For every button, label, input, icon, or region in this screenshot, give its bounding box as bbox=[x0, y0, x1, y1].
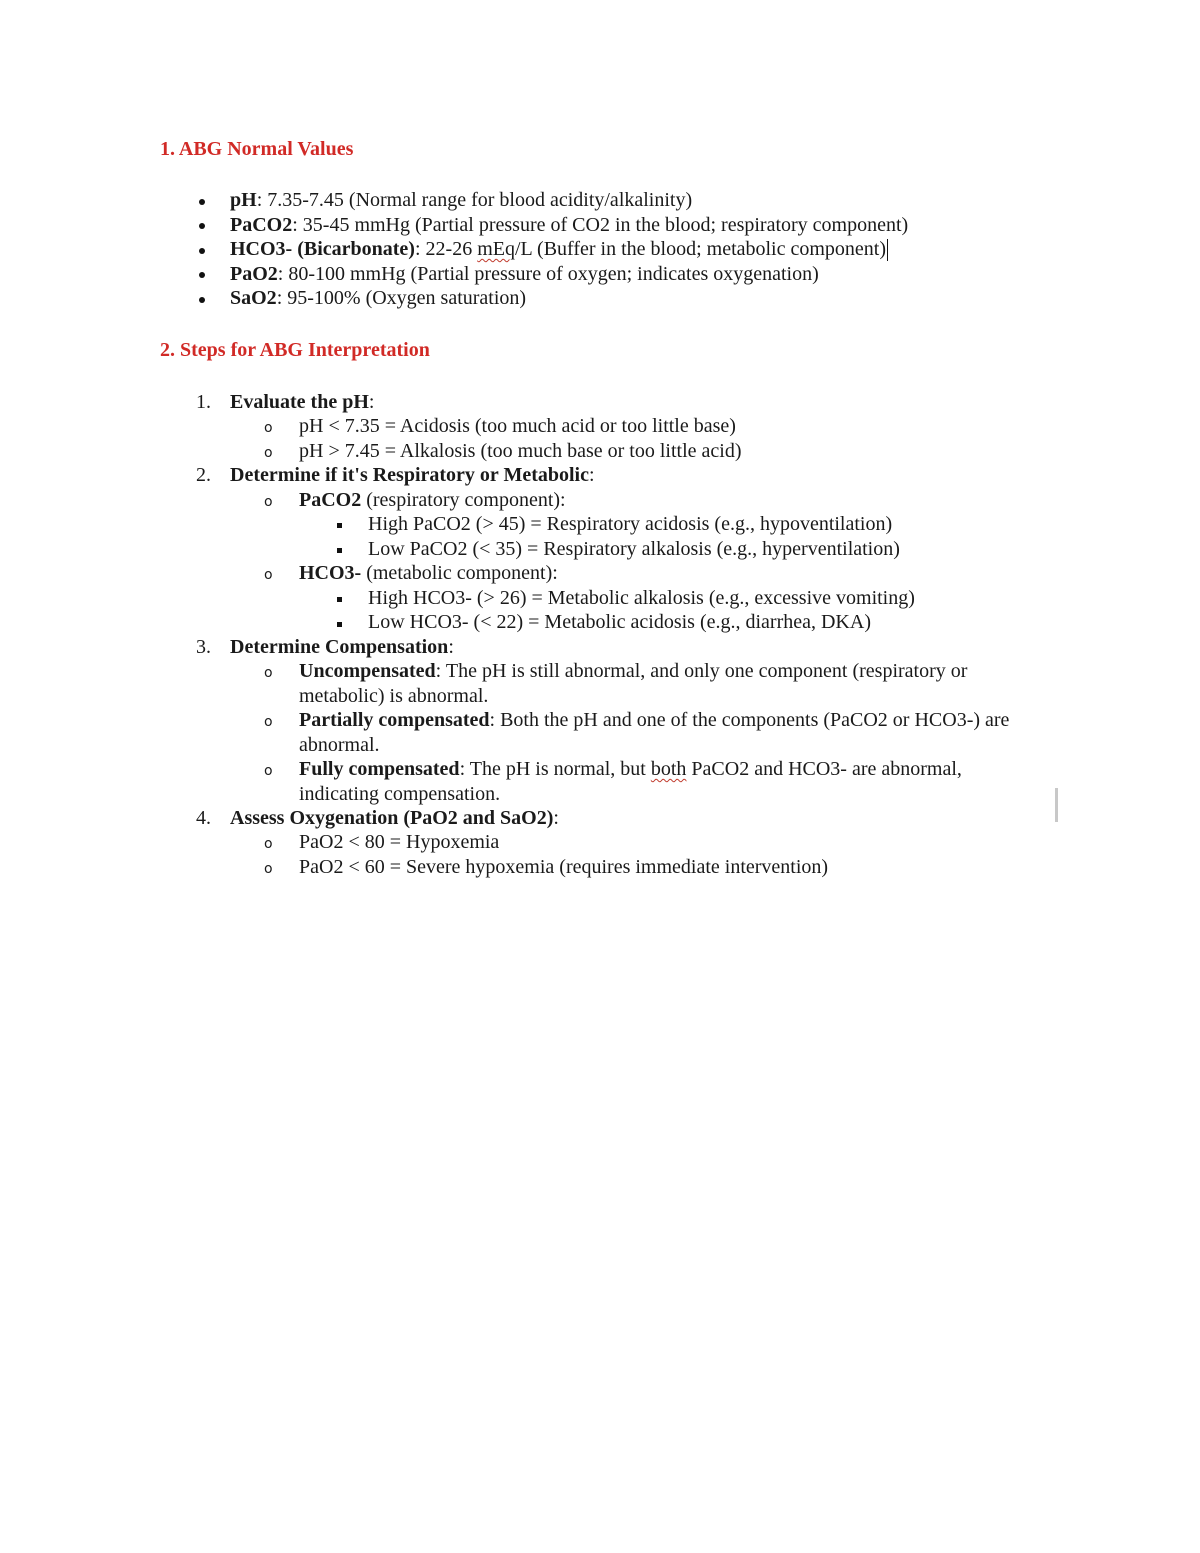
section-heading-normal-values: 1. ABG Normal Values bbox=[160, 138, 354, 160]
step-title-text: Assess Oxygenation (PaO2 and SaO2) bbox=[230, 807, 554, 829]
section-heading-interpretation-steps: 2. Steps for ABG Interpretation bbox=[160, 339, 430, 361]
item-text: 95-100% (Oxygen saturation) bbox=[287, 287, 527, 309]
term: HCO3- (Bicarbonate) bbox=[230, 238, 415, 260]
square-bullet-icon bbox=[337, 612, 342, 636]
step-title-text: Determine Compensation bbox=[230, 636, 449, 658]
step-title-oxygenation bbox=[230, 806, 559, 830]
square-bullet-icon bbox=[337, 513, 342, 537]
item-text: /L (Buffer in the blood; metabolic component) bbox=[515, 238, 887, 260]
circle-bullet-icon: o bbox=[264, 665, 273, 681]
sub-item-uncompensated bbox=[299, 659, 967, 683]
bullet-icon bbox=[199, 263, 205, 287]
circle-bullet-icon: o bbox=[264, 494, 273, 510]
list-item-pao2 bbox=[230, 262, 819, 286]
sub-item-hco3 bbox=[299, 561, 558, 585]
item-text: (respiratory component): bbox=[361, 489, 566, 511]
step-title-compensation bbox=[230, 635, 454, 659]
sub-item-severe-hypoxemia: PaO2 < 60 = Severe hypoxemia (requires immediate intervention) bbox=[299, 856, 829, 878]
sub-item-hypoxemia: PaO2 < 80 = Hypoxemia bbox=[299, 831, 500, 853]
bullet-icon bbox=[199, 214, 205, 238]
separator: : bbox=[292, 214, 303, 236]
list-item-ph bbox=[230, 188, 692, 212]
step-title-text: Evaluate the pH bbox=[230, 391, 369, 413]
step-number: 4. bbox=[196, 807, 211, 829]
item-text: 7.35-7.45 (Normal range for blood acidity/alkalinity) bbox=[267, 189, 693, 211]
sub-item-acidosis: pH < 7.35 = Acidosis (too much acid or too little base) bbox=[299, 415, 736, 437]
colon: : bbox=[448, 636, 454, 658]
sub-item-uncompensated-cont: metabolic) is abnormal. bbox=[299, 685, 489, 707]
circle-bullet-icon: o bbox=[264, 836, 273, 852]
item-text: 35-45 mmHg (Partial pressure of CO2 in the blood; respiratory component) bbox=[302, 214, 909, 236]
sub-sub-item-high-paco2: High PaCO2 (> 45) = Respiratory acidosis (e.g., hypoventilation) bbox=[368, 513, 893, 535]
term: PaCO2 bbox=[230, 214, 293, 236]
circle-bullet-icon: o bbox=[264, 714, 273, 730]
term: Fully compensated bbox=[299, 758, 460, 780]
colon: : bbox=[553, 807, 559, 829]
bullet-icon bbox=[199, 288, 205, 312]
bullet-icon bbox=[199, 190, 205, 214]
circle-bullet-icon: o bbox=[264, 567, 273, 583]
sub-item-paco2 bbox=[299, 488, 566, 512]
item-text: : The pH is still abnormal, and only one component (respiratory or bbox=[435, 660, 968, 682]
sub-item-fully-compensated bbox=[299, 757, 962, 781]
separator: : bbox=[277, 263, 289, 285]
square-bullet-icon bbox=[337, 538, 342, 562]
term: PaO2 bbox=[230, 263, 278, 285]
sub-sub-item-low-hco3: Low HCO3- (< 22) = Metabolic acidosis (e.g., diarrhea, DKA) bbox=[368, 611, 871, 633]
circle-bullet-icon: o bbox=[264, 420, 273, 436]
circle-bullet-icon: o bbox=[264, 763, 273, 779]
sub-item-fully-compensated-cont: indicating compensation. bbox=[299, 783, 501, 805]
item-text: 22-26 bbox=[425, 238, 478, 260]
term: Uncompensated bbox=[299, 660, 436, 682]
term: pH bbox=[230, 189, 257, 211]
separator: : bbox=[414, 238, 426, 260]
spellcheck-word: both bbox=[650, 758, 687, 780]
list-item-paco2 bbox=[230, 213, 908, 237]
sub-item-partially-compensated-cont: abnormal. bbox=[299, 734, 380, 756]
colon: : bbox=[588, 464, 595, 486]
term: SaO2 bbox=[230, 287, 277, 309]
step-number: 3. bbox=[196, 636, 211, 658]
step-title-evaluate-ph bbox=[230, 390, 374, 414]
square-bullet-icon bbox=[337, 587, 342, 611]
sub-sub-item-high-hco3: High HCO3- (> 26) = Metabolic alkalosis (e.g., excessive vomiting) bbox=[368, 587, 915, 609]
spellcheck-word: mEq bbox=[477, 238, 515, 260]
term: Partially compensated bbox=[299, 709, 490, 731]
separator: : bbox=[276, 287, 288, 309]
scroll-edge-marker bbox=[1055, 788, 1058, 822]
item-text: PaCO2 and HCO3- are abnormal, bbox=[686, 758, 962, 780]
item-text: : Both the pH and one of the components (PaCO2 or HCO3-) are bbox=[489, 709, 1010, 731]
item-text: (metabolic component): bbox=[361, 562, 558, 584]
bullet-icon bbox=[199, 239, 205, 263]
item-text: : The pH is normal, but bbox=[459, 758, 651, 780]
sub-item-partially-compensated bbox=[299, 708, 1009, 732]
colon: : bbox=[368, 391, 375, 413]
list-item-hco3 bbox=[230, 237, 888, 261]
item-text: 80-100 mmHg (Partial pressure of oxygen; indicates oxygenation) bbox=[288, 263, 819, 285]
list-item-sao2 bbox=[230, 286, 526, 310]
sub-item-alkalosis: pH > 7.45 = Alkalosis (too much base or too little acid) bbox=[299, 440, 742, 462]
separator: : bbox=[256, 189, 268, 211]
text-cursor bbox=[887, 239, 888, 261]
term: HCO3- bbox=[299, 562, 362, 584]
step-title-respiratory-or-metabolic bbox=[230, 463, 595, 487]
step-number: 1. bbox=[196, 391, 211, 413]
circle-bullet-icon: o bbox=[264, 445, 273, 461]
step-number: 2. bbox=[196, 464, 211, 486]
circle-bullet-icon: o bbox=[264, 861, 273, 877]
step-title-text: Determine if it's Respiratory or Metabolic bbox=[230, 464, 589, 486]
term: PaCO2 bbox=[299, 489, 362, 511]
sub-sub-item-low-paco2: Low PaCO2 (< 35) = Respiratory alkalosis (e.g., hyperventilation) bbox=[368, 538, 900, 560]
